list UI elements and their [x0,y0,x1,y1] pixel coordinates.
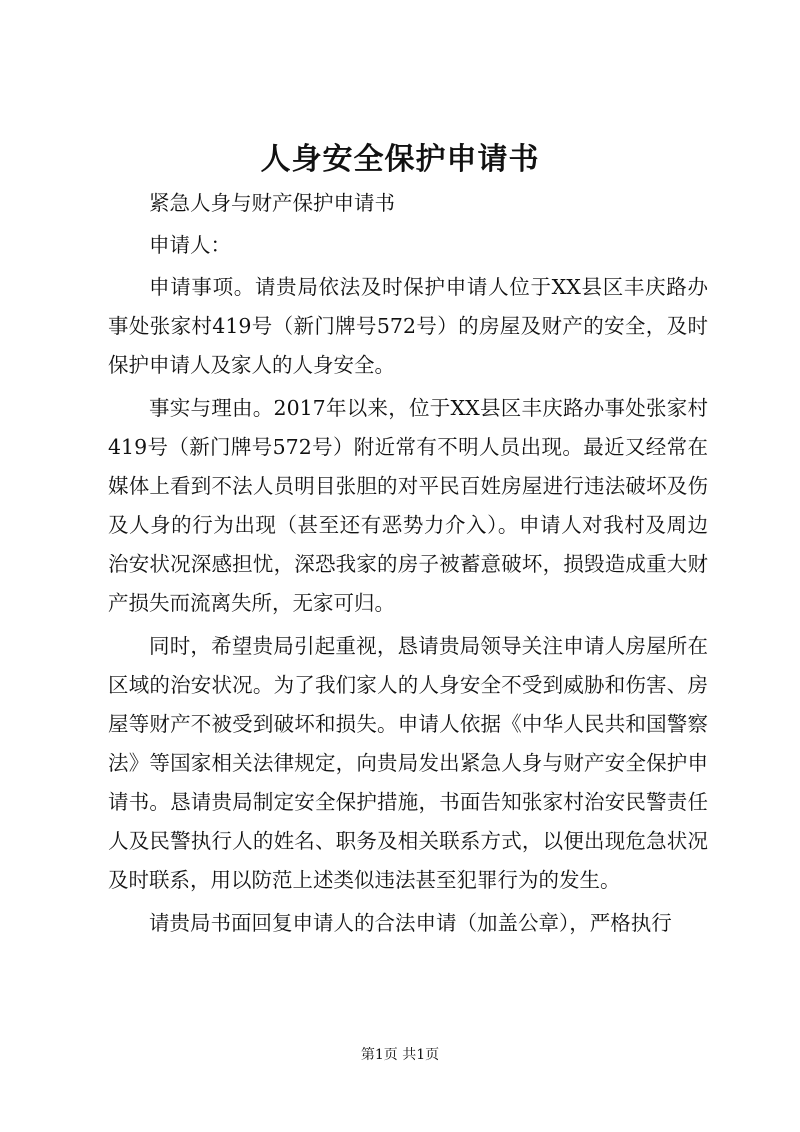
page-number-footer: 第1页 共1页 [360,1047,440,1063]
subtitle-paragraph: 紧急人身与财产保护申请书 [149,191,395,215]
applicant-paragraph: 申请人： [149,233,231,257]
document-body [108,184,708,947]
page-title: 人身安全保护申请书 [260,142,540,177]
facts-paragraph: 事实与理由。2017年以来，位于XX县区丰庆路办事处张家村419号（新门牌号572号）附近常有不明人员出现。最近又经常在媒体上看到不法人员明目张胆的对平民百姓房屋进行违法破坏及伤及人身的行为出现（甚至还有恶势力介入）。申请人对我村及周边治安状况深感担忧，深恐我家的房子被蓄意破坏，损毁造成重大财产损失而流离失所，无家可归。 [108,396,708,615]
request-paragraph: 申请事项。请贵局依法及时保护申请人位于XX县区丰庆路办事处张家村419号（新门牌号572号）的房屋及财产的安全，及时保护申请人及家人的人身安全。 [108,275,708,377]
appeal-paragraph: 同时，希望贵局引起重视，恳请贵局领导关注申请人房屋所在区域的治安状况。为了我们家人的人身安全不受到威胁和伤害、房屋等财产不被受到破坏和损失。申请人依据《中华人民共和国警察法》等国家相关法律规定，向贵局发出紧急人身与财产安全保护申请书。恳请贵局制定安全保护措施，书面告知张家村治安民警责任人及民警执行人的姓名、职务及相关联系方式，以便出现危急状况及时联系，用以防范上述类似违法甚至犯罪行为的发生。 [108,634,708,892]
reply-paragraph: 请贵局书面回复申请人的合法申请（加盖公章），严格执行 [149,911,672,935]
